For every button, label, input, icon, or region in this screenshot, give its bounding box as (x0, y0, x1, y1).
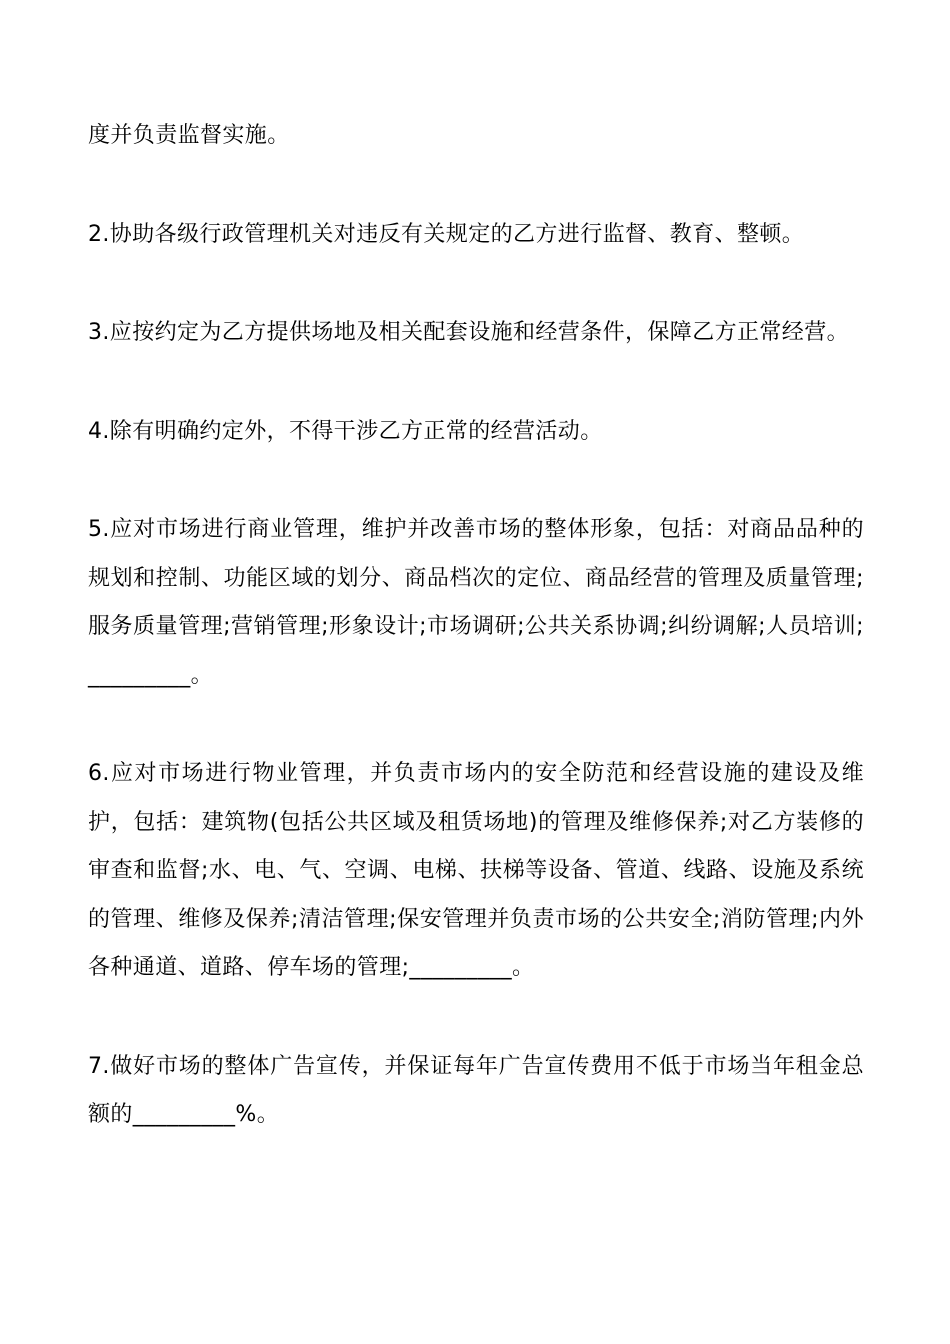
document-body (88, 112, 864, 1190)
clause-6: 6.应对市场进行物业管理，并负责市场内的安全防范和经营设施的建设及维护，包括：建筑物(包括公共区域及租赁场地)的管理及维修保养;对乙方装修的审查和监督;水、电、气、空调、电梯、扶梯等设备、管道、线路、设施及系统的管理、维修及保养;清洁管理;保安管理并负责市场的公共安全;消防管理;内外各种通道、道路、停车场的管理;_________。 (88, 761, 864, 980)
clause-4: 4.除有明确约定外，不得干涉乙方正常的经营活动。 (88, 418, 603, 444)
clause-3: 3.应按约定为乙方提供场地及相关配套设施和经营条件，保障乙方正常经营。 (88, 320, 849, 345)
clause-2: 2.协助各级行政管理机关对违反有关规定的乙方进行监督、教育、整顿。 (88, 221, 805, 247)
clause-7: 7.做好市场的整体广告宣传，并保证每年广告宣传费用不低于市场当年租金总额的_________%。 (88, 1053, 864, 1127)
paragraph-continuation: 度并负责监督实施。 (88, 123, 290, 148)
clause-5: 5.应对市场进行商业管理，维护并改善市场的整体形象，包括：对商品品种的规划和控制、功能区域的划分、商品档次的定位、商品经营的管理及质量管理;服务质量管理;营销管理;形象设计;市场调研;公共关系协调;纠纷调解;人员培训;_________。 (88, 517, 864, 688)
